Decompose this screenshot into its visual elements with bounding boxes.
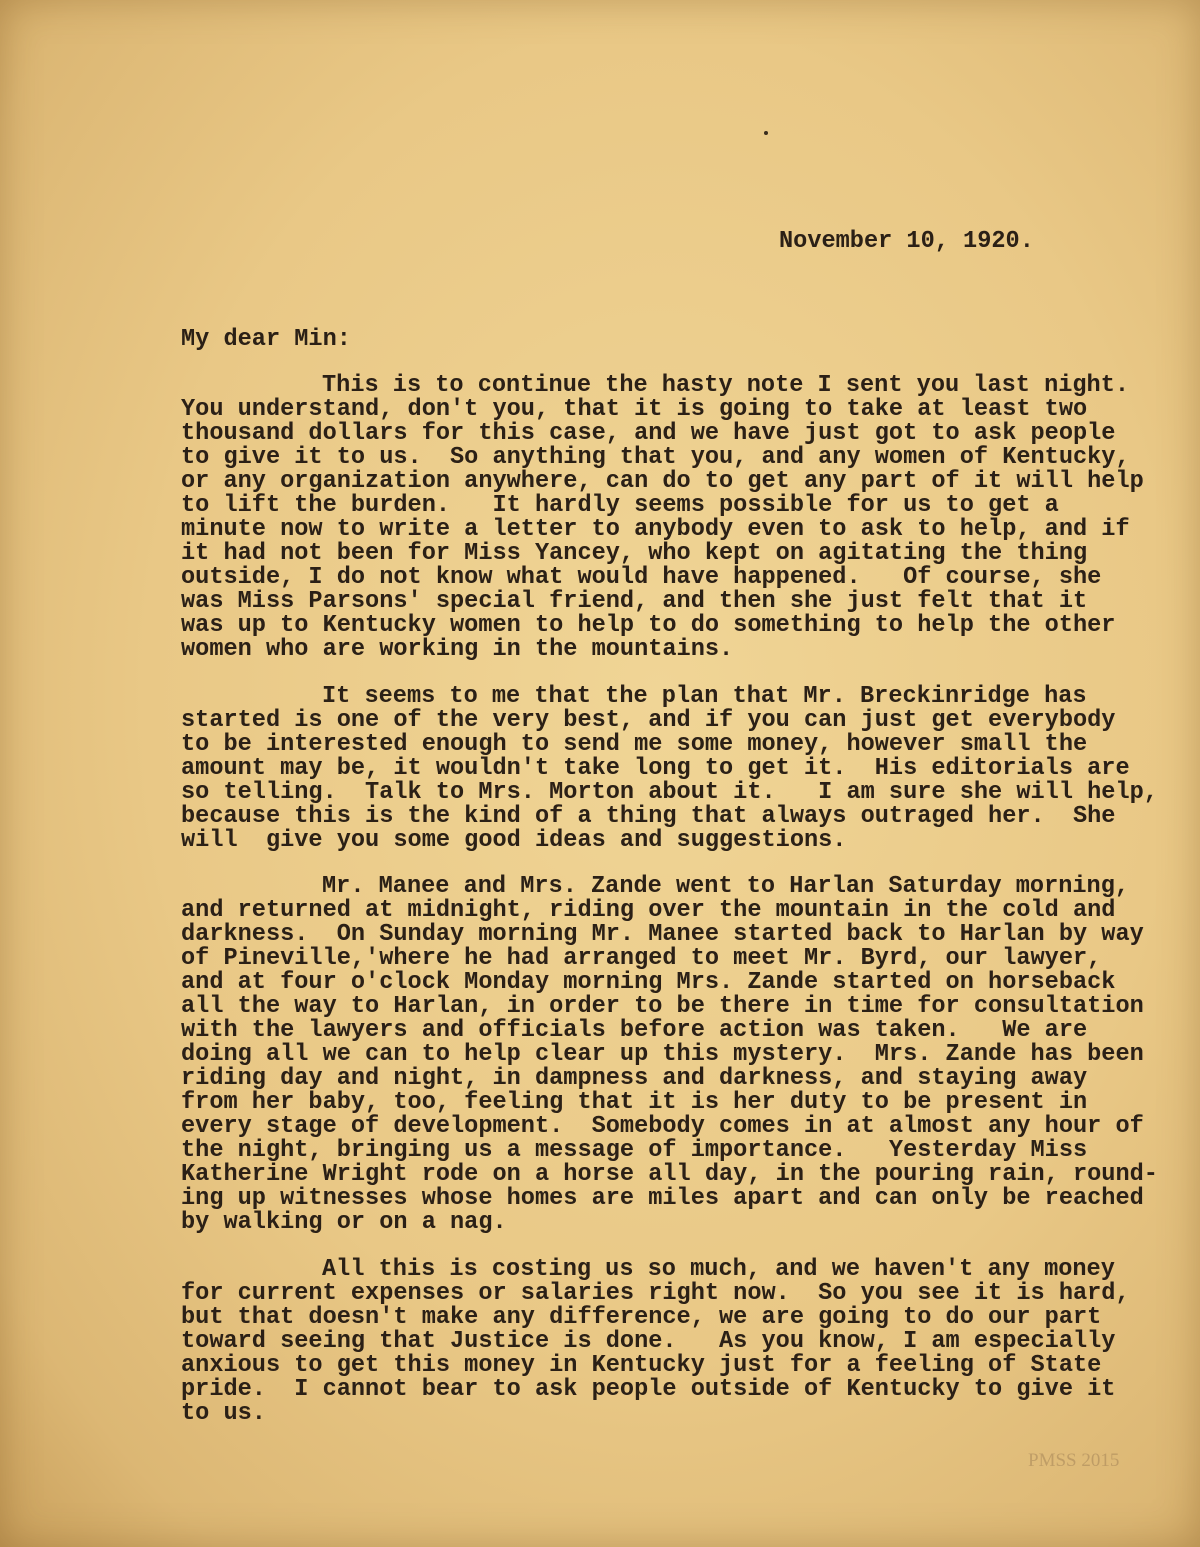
text-line: amount may be, it wouldn't take long to get it. His editorials are [181,755,1130,782]
archive-watermark: PMSS 2015 [1028,1450,1120,1471]
text-line: It seems to me that the plan that Mr. Breckinridge has [322,683,1087,710]
text-line: pride. I cannot bear to ask people outside of Kentucky to give it [181,1376,1116,1403]
text-line: Mr. Manee and Mrs. Zande went to Harlan Saturday morning, [322,873,1130,900]
text-line: to be interested enough to send me some money, however small the [181,731,1088,758]
text-line: ing up witnesses whose homes are miles apart and can only be reached [181,1185,1144,1212]
salutation: My dear Min: [181,326,351,353]
text-line: thousand dollars for this case, and we have just got to ask people [181,420,1116,447]
text-line: and at four o'clock Monday morning Mrs. Zande started on horseback [181,969,1116,996]
text-line: by walking or on a nag. [181,1209,507,1236]
text-line: and returned at midnight, riding over the mountain in the cold and [181,897,1116,924]
text-line: every stage of development. Somebody comes in at almost any hour of [181,1113,1144,1140]
text-line: the night, bringing us a message of importance. Yesterday Miss [181,1137,1088,1164]
text-line: will give you some good ideas and suggestions. [181,827,847,854]
text-line: or any organization anywhere, can do to get any part of it will help [181,468,1144,495]
text-line: anxious to get this money in Kentucky just for a feeling of State [181,1352,1102,1379]
text-line: of Pineville,'where he had arranged to meet Mr. Byrd, our lawyer, [181,945,1102,972]
text-line: because this is the kind of a thing that always outraged her. She [181,803,1116,830]
paper-speck [764,131,768,135]
text-line: toward seeing that Justice is done. As you know, I am especially [181,1328,1116,1355]
text-line: Katherine Wright rode on a horse all day, in the pouring rain, round- [181,1161,1158,1188]
text-line: for current expenses or salaries right now. So you see it is hard, [181,1280,1130,1307]
text-line: started is one of the very best, and if you can just get everybody [181,707,1116,734]
paragraph-4 [181,1258,1130,1426]
text-line: This is to continue the hasty note I sent you last night. [322,372,1130,399]
text-line: minute now to write a letter to anybody even to ask to help, and if [181,516,1130,543]
text-line: to give it to us. So anything that you, and any women of Kentucky, [181,444,1130,471]
letter-date: November 10, 1920. [779,228,1034,255]
text-line: darkness. On Sunday morning Mr. Manee started back to Harlan by way [181,921,1144,948]
paragraph-1 [181,374,1144,662]
text-line: All this is costing us so much, and we haven't any money [322,1256,1115,1283]
paragraph-2 [181,685,1158,853]
text-line: with the lawyers and officials before action was taken. We are [181,1017,1088,1044]
text-line: to us. [181,1400,266,1427]
paragraph-3 [181,875,1158,1235]
text-line: women who are working in the mountains. [181,636,734,663]
text-line: it had not been for Miss Yancey, who kept on agitating the thing [181,540,1088,567]
text-line: all the way to Harlan, in order to be there in time for consultation [181,993,1144,1020]
text-line: to lift the burden. It hardly seems possible for us to get a [181,492,1059,519]
text-line: doing all we can to help clear up this mystery. Mrs. Zande has been [181,1041,1144,1068]
text-line: so telling. Talk to Mrs. Morton about it. I am sure she will help, [181,779,1158,806]
text-line: from her baby, too, feeling that it is her duty to be present in [181,1089,1088,1116]
text-line: outside, I do not know what would have happened. Of course, she [181,564,1102,591]
text-line: was up to Kentucky women to help to do something to help the other [181,612,1116,639]
text-line: was Miss Parsons' special friend, and then she just felt that it [181,588,1088,615]
text-line: You understand, don't you, that it is going to take at least two [181,396,1088,423]
text-line: but that doesn't make any difference, we are going to do our part [181,1304,1102,1331]
text-line: riding day and night, in dampness and darkness, and staying away [181,1065,1088,1092]
